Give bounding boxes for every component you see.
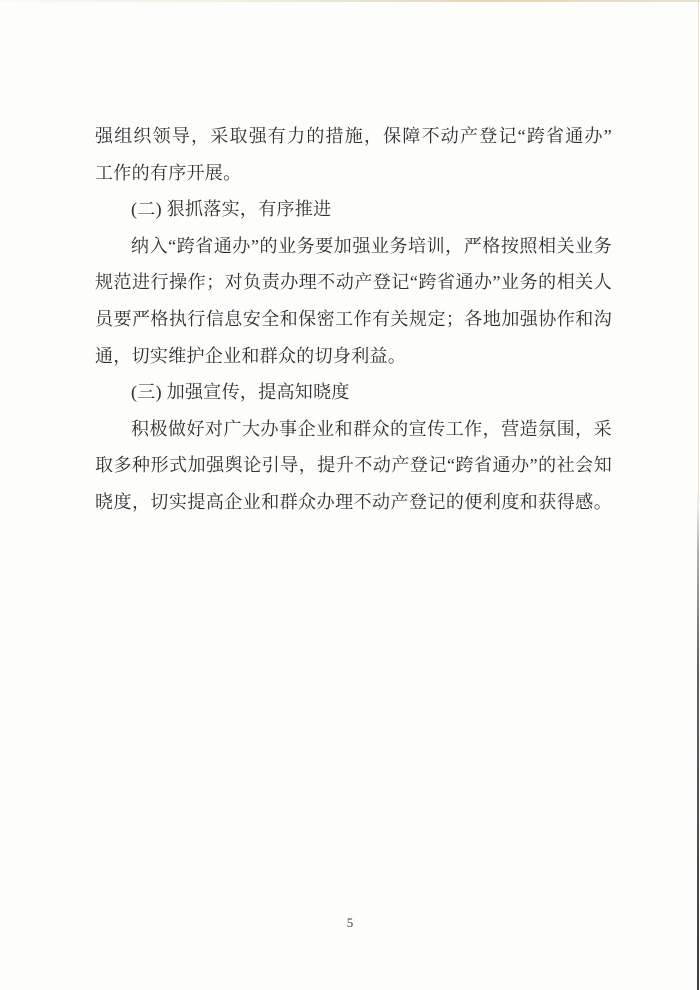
paragraph-line: 通，切实维护企业和群众的切身利益。 bbox=[95, 345, 407, 366]
paragraph-line: 纳入“跨省通办”的业务要加强业务培训，严格按照相关业务 bbox=[131, 235, 612, 256]
paragraph-line: 取多种形式加强舆论引导，提升不动产登记“跨省通办”的社会知 bbox=[95, 455, 612, 476]
section-heading: (二) 狠抓落实，有序推进 bbox=[131, 199, 332, 220]
paragraph-line: 晓度，切实提高企业和群众办理不动产登记的便利度和获得感。 bbox=[95, 491, 612, 512]
document-body bbox=[95, 118, 612, 521]
paragraph-line: 积极做好对广大办事企业和群众的宣传工作，营造氛围，采 bbox=[131, 418, 612, 439]
paragraph-line: 工作的有序开展。 bbox=[95, 162, 242, 183]
paragraph-line: 强组织领导，采取强有力的措施，保障不动产登记“跨省通办” bbox=[95, 126, 612, 146]
paragraph-line: 员要严格执行信息安全和保密工作有关规定；各地加强协作和沟 bbox=[95, 308, 612, 329]
paragraph-line: 规范进行操作；对负责办理不动产登记“跨省通办”业务的相关人 bbox=[95, 272, 612, 293]
scan-edge-top bbox=[0, 0, 700, 2]
section-heading: (三) 加强宣传，提高知晓度 bbox=[131, 382, 350, 403]
page-number: 5 bbox=[346, 915, 354, 930]
scan-edge-right-faint bbox=[698, 0, 699, 500]
